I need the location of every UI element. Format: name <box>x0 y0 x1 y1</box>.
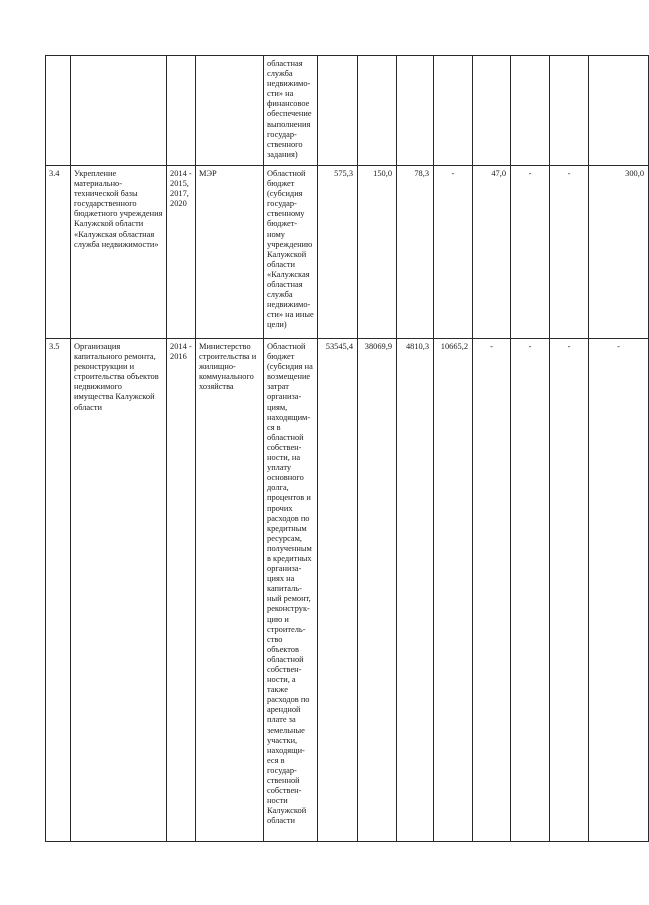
amount-2017: 47,0 <box>473 166 511 339</box>
table-row <box>46 339 649 842</box>
measure-name: Укрепление материально-технической базы государственного бюджетного учреждения Калужской области «Калужская областная служба недвижимости» <box>71 166 167 339</box>
funding-source: Областной бюджет (субсидия на возмещение затрат организа-циям, находящим-ся в областной собствен-ности, на уплату основного долга, процентов и прочих расходов по кредитным ресурсам, полученным в кредитных организа-циях на капиталь-ный ремонт, реконструк-цию и строитель-ство объектов областной собствен-ности, а также расходов по арендной плате за земельные участки, находящи-еся в государ-ственной собствен-ности Калужской области <box>264 339 318 842</box>
amount-2018 <box>511 56 550 166</box>
program-table <box>45 55 649 842</box>
table-row <box>46 56 649 166</box>
table-row <box>46 166 649 339</box>
amount-2019: - <box>550 339 589 842</box>
executor <box>196 56 264 166</box>
amount-2019: - <box>550 166 589 339</box>
measure-name <box>71 56 167 166</box>
amount-2016: - <box>434 166 473 339</box>
executor: Министерство строительства и жилищно-коммунального хозяйства <box>196 339 264 842</box>
amount-2014 <box>358 56 397 166</box>
measure-name: Организация капитального ремонта, реконструкции и строительства объектов недвижимого имущества Калужской области <box>71 339 167 842</box>
implementation-years <box>167 56 196 166</box>
total-amount <box>318 56 358 166</box>
amount-2016: 10665,2 <box>434 339 473 842</box>
amount-2017: - <box>473 339 511 842</box>
total-amount: 575,3 <box>318 166 358 339</box>
amount-2015 <box>397 56 434 166</box>
amount-2020: - <box>589 339 649 842</box>
row-number: 3.5 <box>46 339 71 842</box>
implementation-years: 2014 - 2016 <box>167 339 196 842</box>
amount-2018: - <box>511 339 550 842</box>
amount-2014: 150,0 <box>358 166 397 339</box>
amount-2020: 300,0 <box>589 166 649 339</box>
funding-source: областная служба недвижимо-сти» на финансовое обеспечение выполнения государ-ственного задания) <box>264 56 318 166</box>
amount-2019 <box>550 56 589 166</box>
amount-2015: 78,3 <box>397 166 434 339</box>
amount-2017 <box>473 56 511 166</box>
funding-source: Областной бюджет (субсидия государ-ственному бюджет-ному учреждению Калужской области «Калужская областная служба недвижимо-сти» на иные цели) <box>264 166 318 339</box>
amount-2015: 4810,3 <box>397 339 434 842</box>
implementation-years: 2014 - 2015, 2017, 2020 <box>167 166 196 339</box>
row-number: 3.4 <box>46 166 71 339</box>
amount-2020 <box>589 56 649 166</box>
amount-2018: - <box>511 166 550 339</box>
total-amount: 53545,4 <box>318 339 358 842</box>
executor: МЭР <box>196 166 264 339</box>
row-number <box>46 56 71 166</box>
amount-2016 <box>434 56 473 166</box>
amount-2014: 38069,9 <box>358 339 397 842</box>
